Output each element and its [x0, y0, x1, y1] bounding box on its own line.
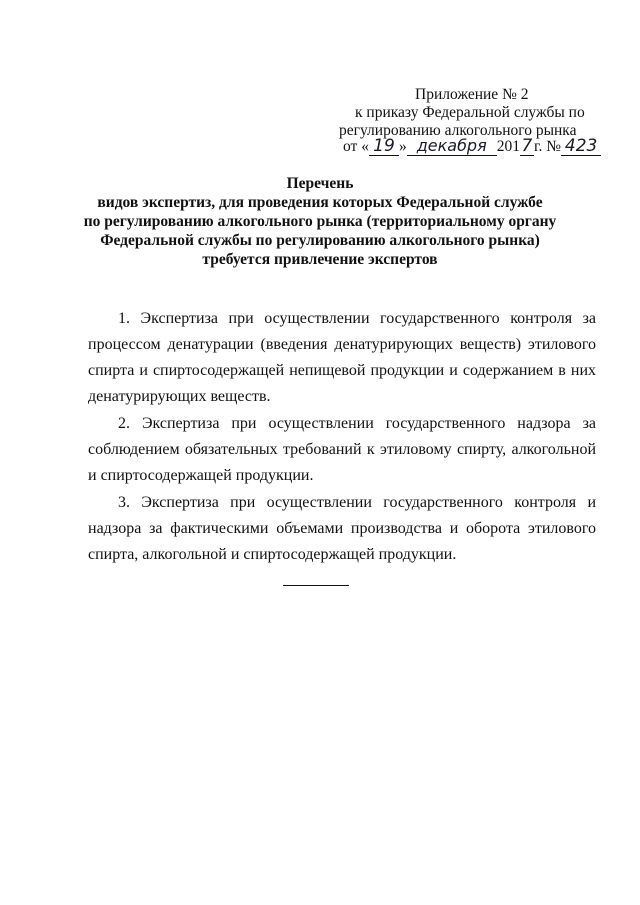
date-prefix: от «: [343, 138, 369, 155]
document-subtitle-line-1: видов экспертиз, для проведения которых Федеральной службе: [97, 194, 543, 211]
year-prefix: 201: [496, 138, 520, 155]
end-divider-line: [283, 585, 349, 586]
list-item-3: 3. Экспертиза при осуществлении государственного контроля и надзора за фактическими объемами производства и оборота этилового спирта, алкогольной и спиртосодержащей продукции.: [88, 494, 596, 563]
handwritten-year-digit: 7: [521, 136, 533, 156]
date-mid: »: [398, 138, 407, 155]
handwritten-order-number: 423: [561, 137, 601, 156]
attachment-date-number: [343, 137, 601, 156]
document-subtitle-line-3: Федеральной службы по регулированию алкогольного рынка): [100, 232, 540, 249]
handwritten-day: 19: [369, 137, 399, 156]
year-suffix: г. №: [533, 138, 562, 155]
document-subtitle-line-2: по регулированию алкогольного рынка (территориальному органу: [83, 213, 557, 230]
list-item-2: 2. Экспертиза при осуществлении государственного надзора за соблюдением обязательных требований к этиловому спирту, алкогольной и спиртосодержащей продукции.: [88, 415, 596, 484]
document-subtitle-line-4: требуется привлечение экспертов: [202, 251, 438, 268]
attachment-label: Приложение № 2: [415, 86, 529, 103]
handwritten-month: декабря: [407, 137, 497, 156]
document-title: Перечень: [286, 175, 354, 192]
attachment-agency-name: регулированию алкогольного рынка: [339, 122, 577, 139]
attachment-order-reference: к приказу Федеральной службы по: [355, 104, 585, 121]
list-item-1: 1. Экспертиза при осуществлении государственного контроля за процессом денатурации (введения денатурирующих веществ) этилового спирта и спиртосодержащей непищевой продукции и содержанием в них денатурирующих веществ.: [88, 310, 596, 405]
